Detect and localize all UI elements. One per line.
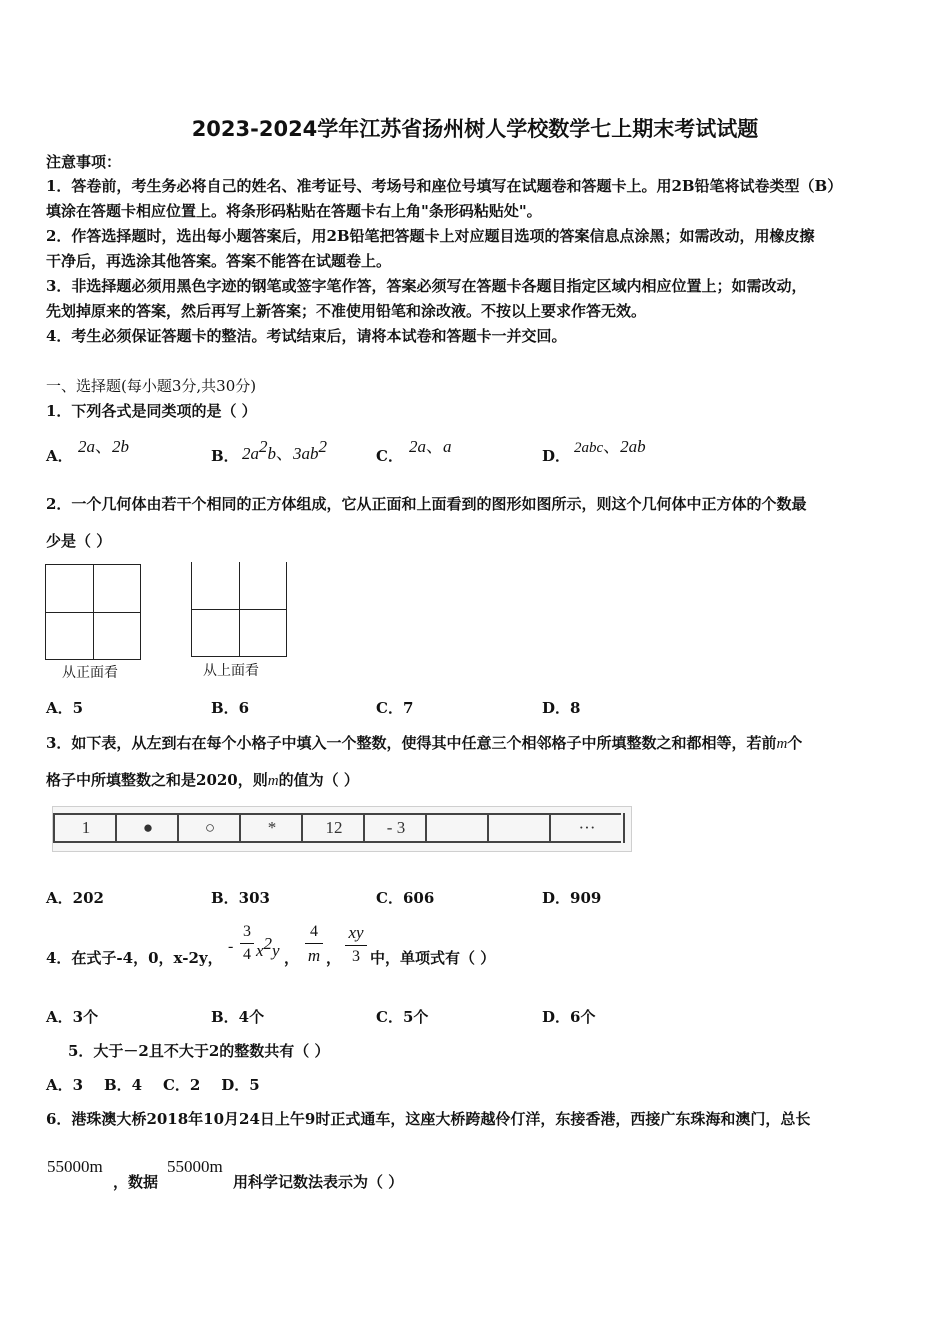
q4-option-c: C．5个: [376, 1008, 429, 1026]
q1-option-d: D．: [542, 447, 571, 465]
strip-cell-3: ○: [177, 813, 241, 843]
q2-option-a: A．5: [46, 699, 84, 717]
q1-option-c: C．: [376, 447, 403, 465]
front-view-caption: 从正面看: [62, 665, 118, 681]
q1-option-c-terms: 2a、a: [409, 437, 452, 456]
section-heading: 一、选择题(每小题3分,共30分): [46, 377, 257, 395]
q2-stem-line-1: 2．一个几何体由若干个相同的正方体组成，它从正面和上面看到的图形如图所示，则这个几何体中正方体的个数最: [46, 495, 807, 513]
strip-cell-6: - 3: [363, 813, 427, 843]
notice-line-4: 干净后，再选涂其他答案。答案不能答在试题卷上。: [46, 252, 392, 270]
q3-option-d: D．909: [542, 889, 602, 907]
q4-comma-1: ，: [284, 949, 300, 967]
q5-options: A．3 B．4 C．2 D．5: [46, 1076, 260, 1094]
q4-stem-a: 4．在式子-4，0，x-2y，: [46, 949, 223, 967]
q1-stem: 1．下列各式是同类项的是（ ）: [46, 402, 257, 420]
q6-stem-line-1: 6．港珠澳大桥2018年10月24日上午9时正式通车，这座大桥跨越伶仃洋，东接香港，西接广东珠海和澳门，总长: [46, 1110, 811, 1128]
q6-value-1: 55000m: [47, 1157, 103, 1176]
notice-line-1: 1．答卷前，考生务必将自己的姓名、准考证号、考场号和座位号填写在试题卷和答题卡上。用2B铅笔将试卷类型（B）: [46, 177, 843, 195]
page-title: 2023-2024学年江苏省扬州树人学校数学七上期末考试试题: [191, 117, 759, 141]
q2-stem-line-2: 少是（ ）: [46, 532, 112, 550]
q4-option-d: D．6个: [542, 1008, 596, 1026]
q1-option-a: A．: [46, 447, 73, 465]
q2-option-c: C．7: [376, 699, 414, 717]
q4-fraction-1-tail: $x^2y$: [256, 934, 280, 960]
strip-border: [53, 813, 621, 843]
notice-line-3: 2．作答选择题时，选出每小题答案后，用2B铅笔把答题卡上对应题目选项的答案信息点涂黑；如需改动，用橡皮擦: [46, 227, 815, 245]
q4-fraction-3: xy 3: [345, 923, 367, 966]
q6-tail-text: 用科学记数法表示为（ ）: [233, 1173, 404, 1191]
q4-comma-2: ，: [326, 949, 342, 967]
q2-option-b: B．6: [211, 699, 250, 717]
strip-cell-1: 1: [53, 813, 117, 843]
top-view-figure: [191, 562, 287, 657]
q2-option-d: D．8: [542, 699, 581, 717]
q4-option-b: B．4个: [211, 1008, 265, 1026]
strip-cell-4: *: [239, 813, 303, 843]
q3-option-c: C．606: [376, 889, 435, 907]
strip-cell-2: ●: [115, 813, 179, 843]
q3-option-b: B．303: [211, 889, 270, 907]
q4-fraction-1: 3 4: [240, 923, 254, 964]
notice-heading: 注意事项：: [46, 153, 122, 171]
top-view-caption: 从上面看: [203, 663, 259, 679]
q1-option-a-terms: 2a、2b: [78, 437, 129, 456]
q6-mid-text: ，数据: [113, 1173, 159, 1191]
q4-fraction-1-sign: -: [228, 938, 234, 955]
strip-cell-5: 12: [301, 813, 365, 843]
front-view-figure: [45, 564, 141, 660]
q4-stem-b: 中，单项式有（ ）: [370, 949, 496, 967]
notice-line-6: 先划掉原来的答案，然后再写上新答案；不准使用铅笔和涂改液。不按以上要求作答无效。: [46, 302, 647, 320]
q3-stem-line-2: 格子中所填整数之和是2020，则m的值为（ ）: [46, 771, 359, 789]
strip-cell-9: ···: [549, 813, 625, 843]
q4-fraction-2: 4 m: [305, 923, 323, 966]
q1-option-b: B．: [211, 447, 239, 465]
q4-option-a: A．3个: [46, 1008, 99, 1026]
notice-line-2: 填涂在答题卡相应位置上。将条形码粘贴在答题卡右上角"条形码粘贴处"。: [46, 202, 542, 220]
number-strip-table: [52, 806, 632, 852]
notice-line-7: 4．考生必须保证答题卡的整洁。考试结束后，请将本试卷和答题卡一并交回。: [46, 327, 567, 345]
q5-stem: 5．大于－2且不大于2的整数共有（ ）: [68, 1042, 330, 1060]
q3-option-a: A．202: [46, 889, 104, 907]
q1-option-d-terms: 2abc、2ab: [574, 437, 646, 456]
notice-line-5: 3．非选择题必须用黑色字迹的钢笔或签字笔作答，答案必须写在答题卡各题目指定区域内相应位置上；如需改动，: [46, 277, 807, 295]
q1-option-b-terms: $2a^2b$、$3ab^2$: [242, 437, 327, 463]
q6-value-2: 55000m: [167, 1157, 223, 1176]
q3-stem-line-1: 3．如下表，从左到右在每个小格子中填入一个整数，使得其中任意三个相邻格子中所填整数之和都相等，若前m个: [46, 734, 803, 752]
